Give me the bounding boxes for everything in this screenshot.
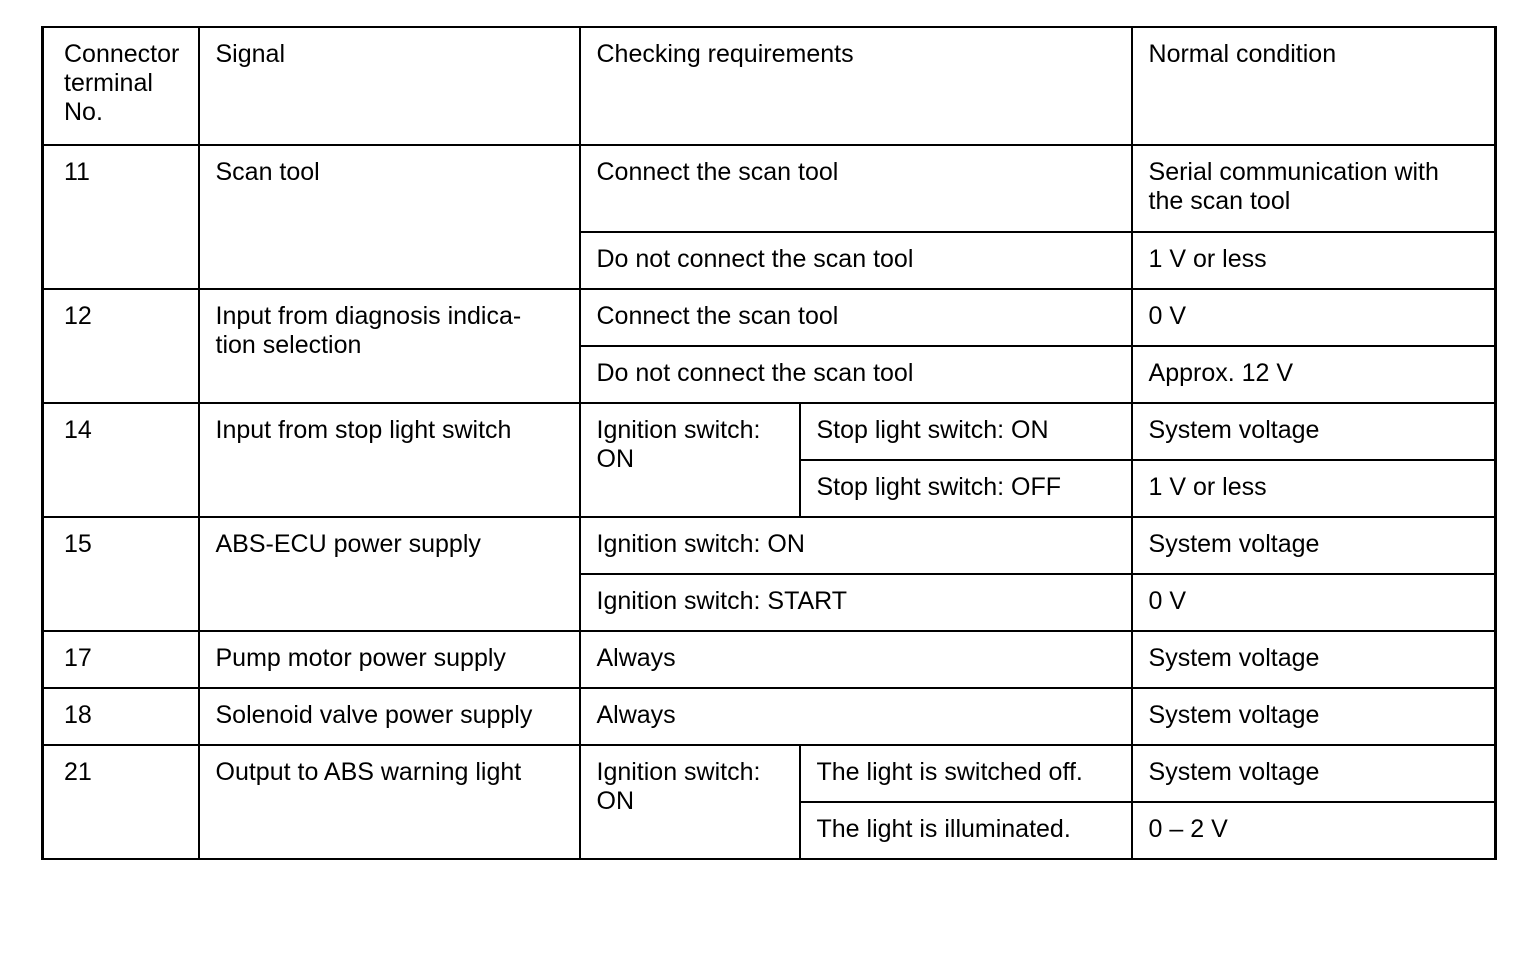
signal-cell: Solenoid valve power supply	[199, 688, 580, 745]
normal-condition-cell: 1 V or less	[1132, 232, 1496, 289]
normal-condition-cell: Serial communication with the scan tool	[1132, 145, 1496, 232]
table-row	[43, 745, 1496, 802]
normal-condition-cell: Approx. 12 V	[1132, 346, 1496, 403]
requirement-cell: Ignition switch: ON	[580, 517, 1132, 574]
requirement-cell: Always	[580, 631, 1132, 688]
terminal-number-cell: 18	[43, 688, 199, 745]
table-row	[43, 289, 1496, 346]
requirement-cell: The light is switched off.	[800, 745, 1132, 802]
normal-condition-cell: 0 – 2 V	[1132, 802, 1496, 859]
header-connector-terminal-no: Connector terminal No.	[43, 27, 199, 145]
requirement-group-cell: Ignition switch: ON	[580, 745, 800, 859]
requirement-cell: Always	[580, 688, 1132, 745]
terminal-number-cell: 14	[43, 403, 199, 517]
normal-condition-cell: 0 V	[1132, 289, 1496, 346]
table-row	[43, 145, 1496, 232]
terminal-number-cell: 15	[43, 517, 199, 631]
terminal-number-cell: 11	[43, 145, 199, 289]
requirement-cell: Connect the scan tool	[580, 145, 1132, 232]
normal-condition-cell: System voltage	[1132, 745, 1496, 802]
requirement-cell: Stop light switch: OFF	[800, 460, 1132, 517]
requirement-cell: Do not connect the scan tool	[580, 232, 1132, 289]
table-header-row	[43, 27, 1496, 145]
table-row	[43, 631, 1496, 688]
requirement-group-cell: Ignition switch: ON	[580, 403, 800, 517]
normal-condition-cell: System voltage	[1132, 688, 1496, 745]
requirement-cell: Ignition switch: START	[580, 574, 1132, 631]
table-row	[43, 403, 1496, 460]
requirement-cell: Stop light switch: ON	[800, 403, 1132, 460]
signal-cell: Output to ABS warning light	[199, 745, 580, 859]
connector-terminal-table	[41, 26, 1497, 860]
normal-condition-cell: System voltage	[1132, 403, 1496, 460]
header-normal-condition: Normal condition	[1132, 27, 1496, 145]
terminal-number-cell: 12	[43, 289, 199, 403]
requirement-cell: Connect the scan tool	[580, 289, 1132, 346]
signal-cell: Pump motor power supply	[199, 631, 580, 688]
requirement-cell: Do not connect the scan tool	[580, 346, 1132, 403]
terminal-number-cell: 17	[43, 631, 199, 688]
header-signal: Signal	[199, 27, 580, 145]
terminal-number-cell: 21	[43, 745, 199, 859]
header-checking-requirements: Checking requirements	[580, 27, 1132, 145]
normal-condition-cell: 0 V	[1132, 574, 1496, 631]
signal-cell: ABS-ECU power supply	[199, 517, 580, 631]
normal-condition-cell: System voltage	[1132, 517, 1496, 574]
table-row	[43, 688, 1496, 745]
signal-cell: Input from stop light switch	[199, 403, 580, 517]
signal-cell: Input from diagnosis indica- tion selection	[199, 289, 580, 403]
normal-condition-cell: System voltage	[1132, 631, 1496, 688]
requirement-cell: The light is illuminated.	[800, 802, 1132, 859]
normal-condition-cell: 1 V or less	[1132, 460, 1496, 517]
table-row	[43, 517, 1496, 574]
signal-cell: Scan tool	[199, 145, 580, 289]
